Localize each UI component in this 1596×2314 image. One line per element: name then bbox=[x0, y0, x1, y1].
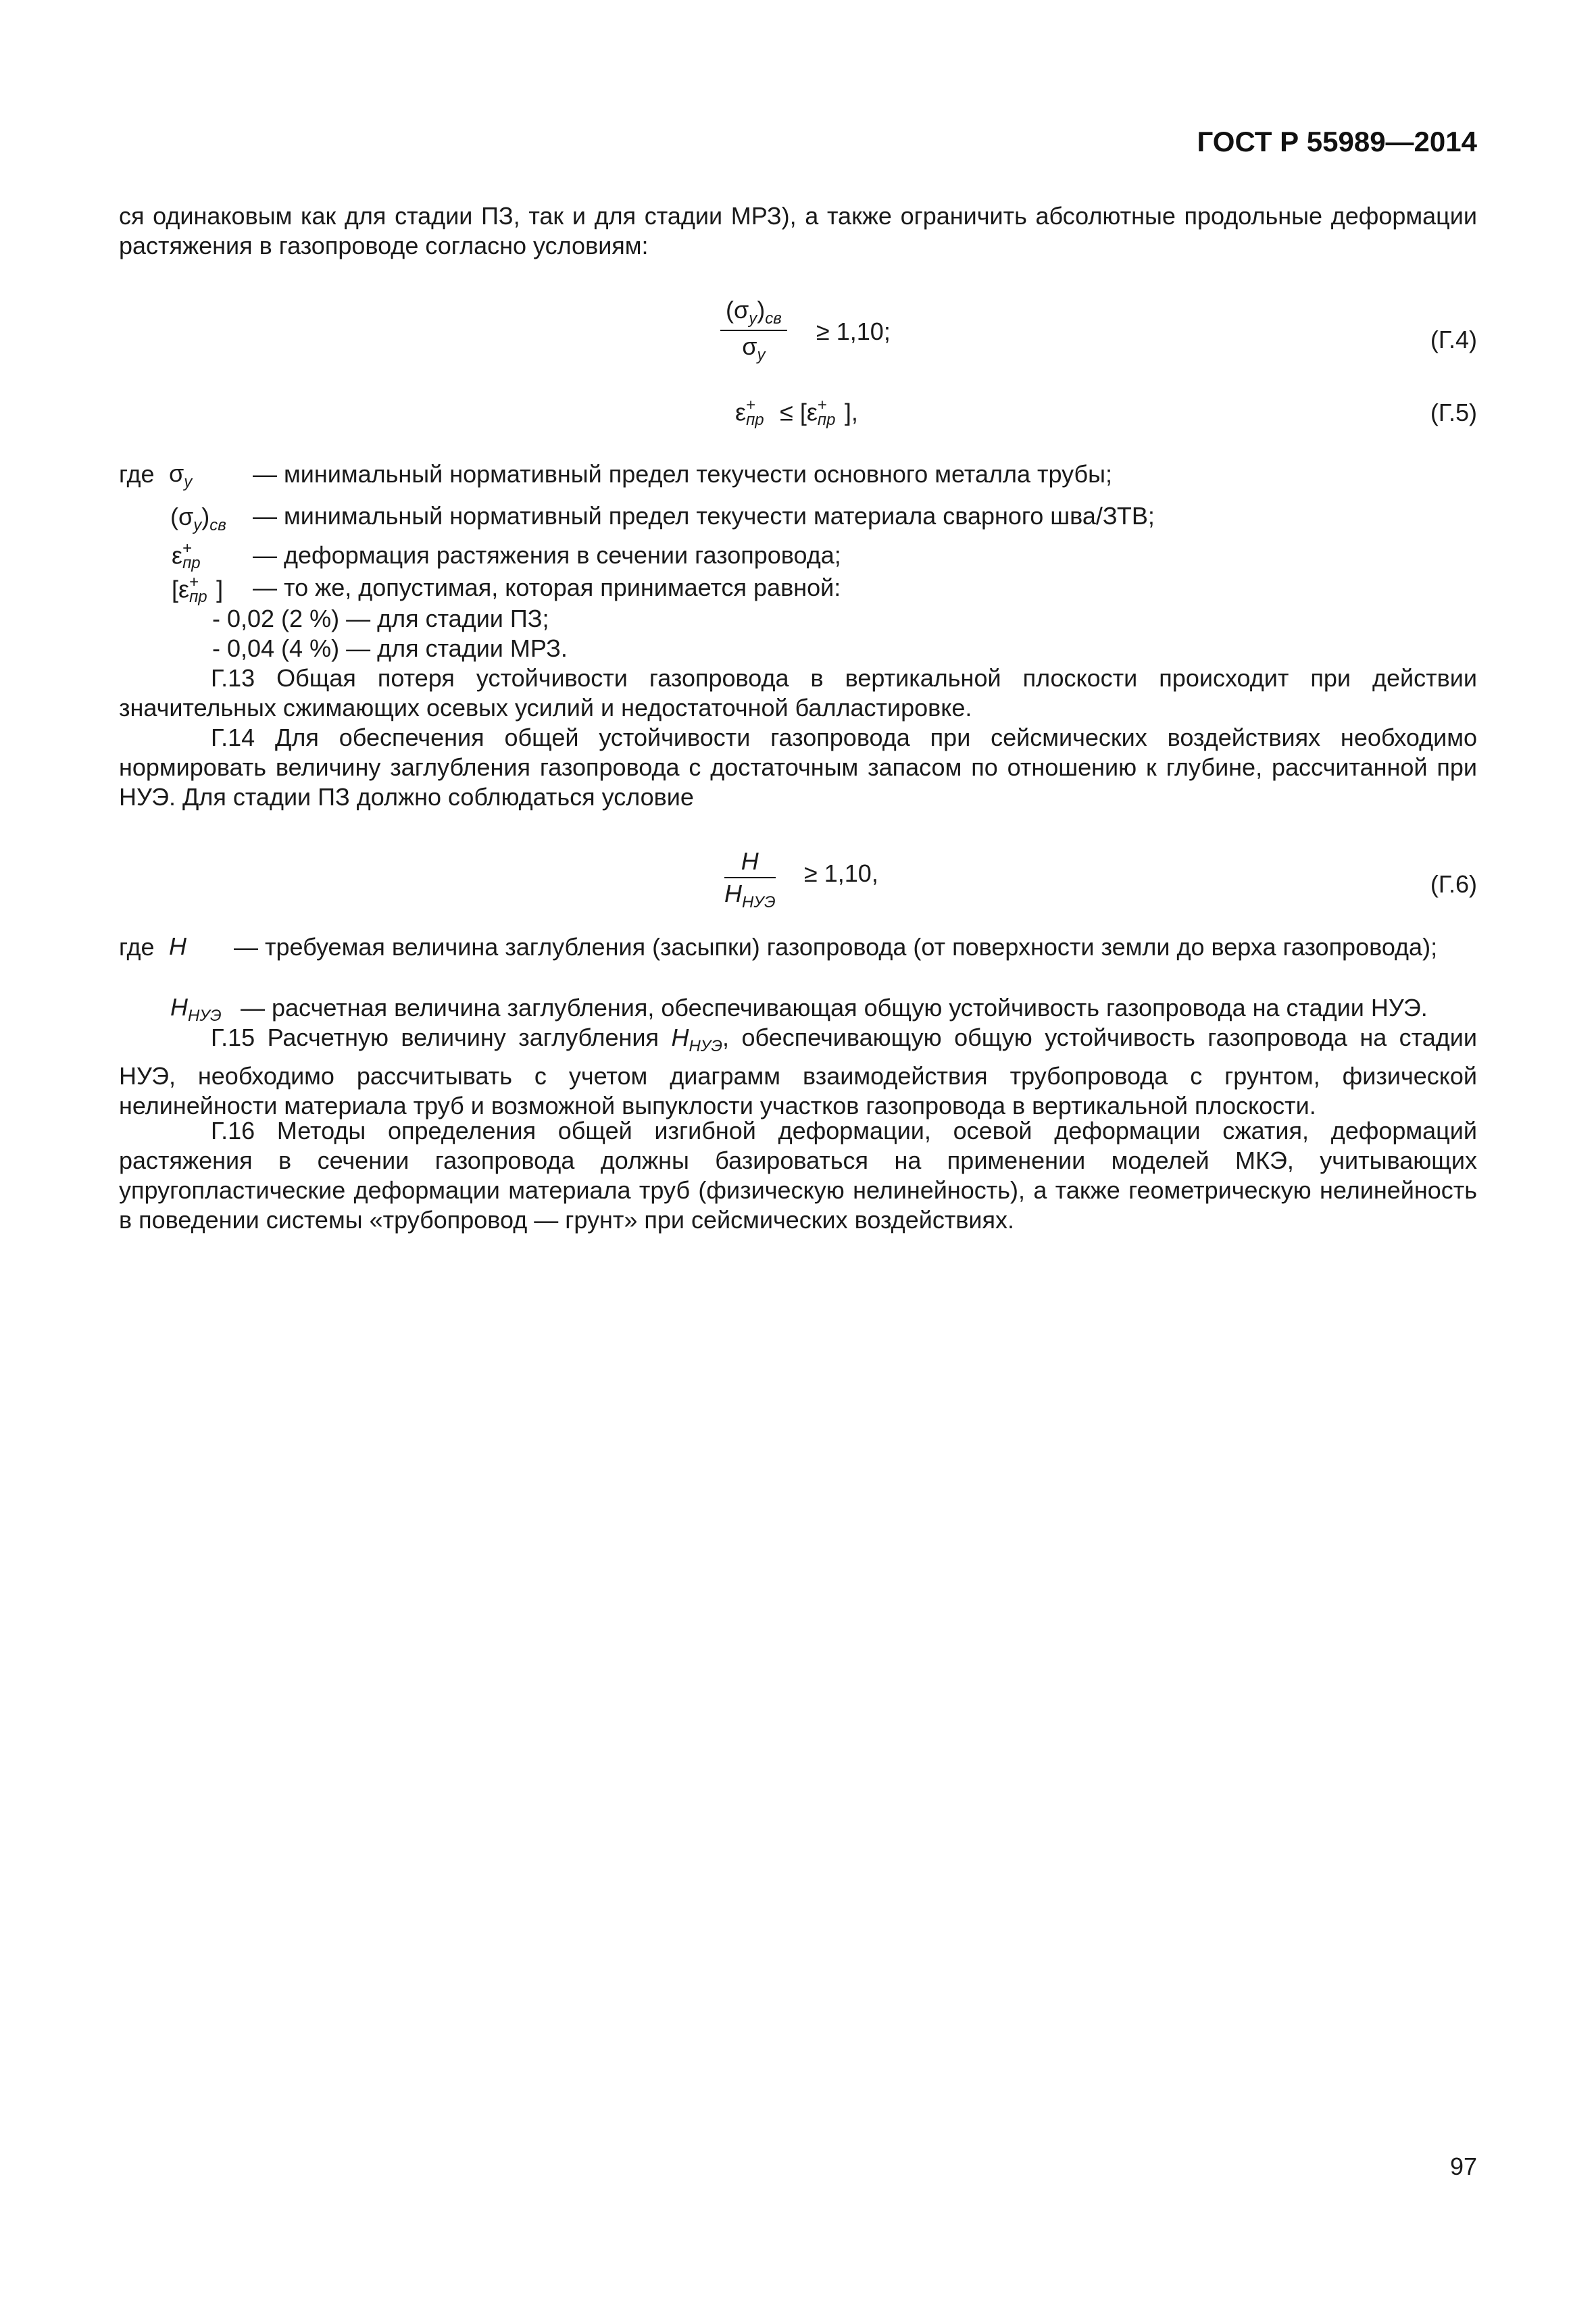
def-text-sigma-weld: — минимальный нормативный предел текучести материала сварного шва/ЗТВ; bbox=[253, 502, 1155, 530]
eq6-number: (Г.6) bbox=[1430, 870, 1477, 898]
paragraph-g14: Г.14 Для обеспечения общей устойчивости газопровода при сейсмических воздействиях необходимо нормировать величину заглубления газопровода с достаточным запасом по отношению к глубине, рассчитанной при НУЭ. Для стадии ПЗ должно соблюдаться условие bbox=[119, 724, 1477, 811]
def2-lead-where: где bbox=[119, 933, 155, 961]
eq5-expression: ε + пр ≤ [ε + пр ], bbox=[735, 396, 858, 429]
def2-symbol-h: H bbox=[169, 932, 186, 960]
eq4-fraction bbox=[720, 296, 787, 365]
def-text-eps: — деформация растяжения в сечении газопровода; bbox=[253, 541, 841, 569]
bullet-stage-mrz: - 0,04 (4 %) — для стадии МРЗ. bbox=[212, 634, 568, 662]
standard-header: ГОСТ Р 55989—2014 bbox=[1197, 126, 1477, 157]
eq4-numerator: $(\sigma_y)_{св}$ bbox=[720, 296, 787, 331]
eq4-denominator: $\sigma_y$ bbox=[742, 332, 766, 364]
eq6-relation: ≥ 1,10, bbox=[804, 859, 878, 887]
def-text-eps-allowed: — то же, допустимая, которая принимается равной: bbox=[253, 574, 841, 601]
paragraph-g16: Г.16 Методы определения общей изгибной деформации, осевой деформации сжатия, деформаций растяжения в сечении газопровода должны базироваться на применении моделей МКЭ, учитывающих упругопластические деформации материала труб (физическую нелинейность), а также геометрическую нелинейность в поведении системы «трубопровод — грунт» при сейсмических воздействиях. bbox=[119, 1117, 1477, 1234]
eq4-relation: ≥ 1,10; bbox=[816, 318, 891, 345]
eq6-numerator: H bbox=[724, 847, 776, 878]
bullet-stage-pz: - 0,02 (2 %) — для стадии ПЗ; bbox=[212, 605, 549, 632]
def-symbol-sigma-weld: $(\sigma_y)_{св}$ bbox=[170, 503, 226, 534]
def-symbol-eps-allowed: [ε + пр ] bbox=[172, 573, 224, 606]
paragraph-g15: Г.15 Расчетную величину заглубления $H_{НУЭ}$, обеспечивающую общую устойчивость газопровода на стадии НУЭ, необходимо рассчитывать с учетом диаграмм взаимодействия трубопровода с грунтом, физической нелинейности материала труб и возможной выпуклости участков газопровода в вертикальной плоскости. bbox=[119, 1024, 1477, 1120]
def-symbol-sigma-y: $\sigma_y$ bbox=[169, 459, 193, 491]
eq4-number: (Г.4) bbox=[1430, 326, 1477, 353]
def2-symbol-h-nue: $H_{НУЭ}$ bbox=[170, 993, 222, 1025]
intro-paragraph: ся одинаковым как для стадии ПЗ, так и для стадии МРЗ), а также ограничить абсолютные продольные деформации растяжения в газопроводе согласно условиям: bbox=[119, 202, 1477, 259]
def-text-sigma-y: — минимальный нормативный предел текучести основного металла трубы; bbox=[253, 460, 1113, 488]
def-lead-where: где bbox=[119, 460, 155, 488]
eq6-fraction bbox=[724, 847, 776, 912]
eq5-number: (Г.5) bbox=[1430, 399, 1477, 426]
paragraph-g13: Г.13 Общая потеря устойчивости газопровода в вертикальной плоскости происходит при действии значительных сжимающих осевых усилий и недостаточной балластировке. bbox=[119, 664, 1477, 722]
page-number: 97 bbox=[1449, 2153, 1477, 2180]
eq6-denominator: $H_{НУЭ}$ bbox=[724, 880, 776, 911]
def2-text-h-nue: — расчетная величина заглубления, обеспечивающая общую устойчивость газопровода на стадии НУЭ. bbox=[241, 994, 1428, 1022]
def2-text-h: — требуемая величина заглубления (засыпки) газопровода (от поверхности земли до верха газопровода); bbox=[234, 933, 1438, 961]
def-symbol-eps: ε + пр bbox=[172, 539, 201, 572]
